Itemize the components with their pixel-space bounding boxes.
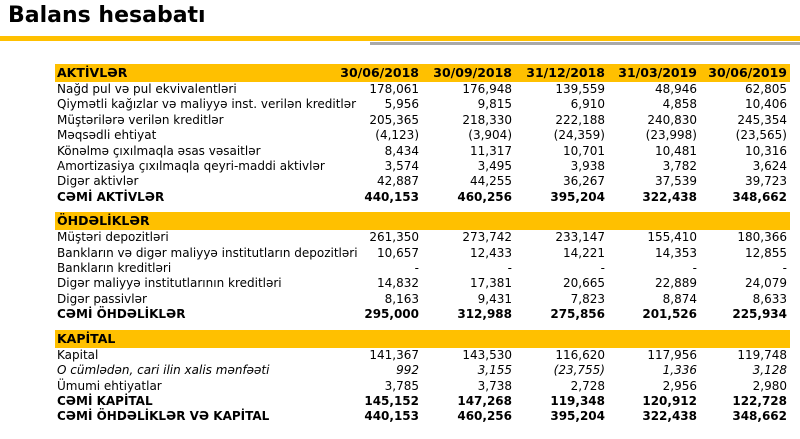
- cell-value: 3,495: [477, 159, 512, 174]
- cell-value: 37,539: [655, 174, 697, 189]
- table-row: [55, 292, 790, 307]
- cell-value: 218,330: [462, 112, 512, 127]
- section-header-row: [55, 330, 790, 348]
- row-label: Müştəri depozitləri: [57, 230, 169, 245]
- cell-value: 261,350: [369, 230, 419, 245]
- cell-value: (24,359): [553, 128, 605, 143]
- cell-value: 7,823: [570, 291, 605, 306]
- cell-value: 39,723: [745, 174, 787, 189]
- cell-value: 48,946: [655, 82, 697, 96]
- column-header: 30/06/2018: [329, 64, 422, 82]
- cell-value: 295,000: [364, 307, 419, 322]
- row-label: O cümlədən, cari ilin xalis mənfəəti: [57, 363, 270, 378]
- cell-value: 2,956: [662, 378, 697, 393]
- table-row: [55, 379, 790, 394]
- cell-value: 119,348: [550, 393, 605, 408]
- cell-value: 9,431: [477, 291, 512, 306]
- cell-value: 145,152: [364, 393, 419, 408]
- cell-value: 36,267: [563, 174, 605, 189]
- cell-value: 1,336: [662, 363, 697, 378]
- table-row: [55, 276, 790, 291]
- cell-value: 8,163: [384, 291, 419, 306]
- spacer-cell: [55, 205, 790, 212]
- table-row: [55, 394, 790, 409]
- row-label: CƏMİ KAPİTAL: [57, 393, 153, 408]
- row-label: Digər aktivlər: [57, 174, 139, 189]
- cell-value: 6,910: [570, 97, 605, 112]
- cell-value: 117,956: [647, 347, 697, 362]
- cell-value: 12,855: [745, 245, 787, 260]
- cell-value: 9,815: [477, 97, 512, 112]
- table-row: [55, 190, 790, 205]
- cell-value: 2,728: [570, 378, 605, 393]
- table-row: [55, 307, 790, 322]
- row-label: Nağd pul və pul ekvivalentləri: [57, 82, 237, 96]
- balance-sheet-report: [55, 64, 790, 425]
- cell-value: (23,998): [645, 128, 697, 143]
- cell-value: 240,830: [647, 112, 697, 127]
- cell-value: 120,912: [642, 393, 697, 408]
- cell-value: 5,956: [384, 97, 419, 112]
- page-title: Balans hesabatı: [8, 3, 206, 28]
- cell-value: 141,367: [369, 347, 419, 362]
- row-label: Məqsədli ehtiyat: [57, 128, 157, 143]
- spacer-cell: [55, 323, 790, 330]
- cell-value: 14,832: [377, 276, 419, 291]
- cell-value: 3,738: [477, 378, 512, 393]
- cell-value: 10,481: [655, 143, 697, 158]
- table-row: [55, 128, 790, 143]
- cell-value: 2,980: [752, 378, 787, 393]
- cell-value: 14,353: [655, 245, 697, 260]
- cell-value: 245,354: [737, 112, 787, 127]
- cell-value: 62,805: [745, 82, 787, 96]
- accent-divider-bar: [0, 36, 800, 41]
- cell-value: 8,633: [752, 291, 787, 306]
- section-header-row: [55, 64, 790, 82]
- cell-value: 312,988: [457, 307, 512, 322]
- cell-value: 8,874: [662, 291, 697, 306]
- cell-value: -: [782, 261, 787, 276]
- section-spacer: [55, 323, 790, 330]
- row-label: Digər maliyyə institutlarının kreditləri: [57, 276, 282, 291]
- table-row: [55, 159, 790, 174]
- cell-value: 147,268: [457, 393, 512, 408]
- gray-divider-bar: [370, 42, 800, 45]
- table-row: [55, 348, 790, 363]
- cell-value: 119,748: [737, 347, 787, 362]
- cell-value: 180,366: [737, 230, 787, 245]
- row-label: Digər passivlər: [57, 291, 147, 306]
- cell-value: -: [600, 261, 605, 276]
- table-row: [55, 230, 790, 245]
- row-label: Amortizasiya çıxılmaqla qeyri-maddi aktivlər: [57, 159, 325, 174]
- cell-value: 143,530: [462, 347, 512, 362]
- table-row: [55, 82, 790, 97]
- column-header: 31/12/2018: [515, 64, 608, 82]
- cell-value: 116,620: [555, 347, 605, 362]
- cell-value: 225,934: [732, 307, 787, 322]
- cell-value: 3,624: [752, 159, 787, 174]
- table-row: [55, 144, 790, 159]
- cell-value: 460,256: [457, 409, 512, 424]
- cell-value: -: [507, 261, 512, 276]
- table-row: [55, 246, 790, 261]
- cell-value: 992: [396, 363, 419, 378]
- cell-value: 3,938: [570, 159, 605, 174]
- cell-value: 139,559: [555, 82, 605, 96]
- table-row: [55, 174, 790, 189]
- cell-value: 3,574: [384, 159, 419, 174]
- section-spacer: [55, 205, 790, 212]
- row-label: Ümumi ehtiyatlar: [57, 378, 162, 393]
- section-title: KAPİTAL: [55, 330, 790, 348]
- cell-value: 44,255: [470, 174, 512, 189]
- table-row: [55, 363, 790, 378]
- cell-value: 275,856: [550, 307, 605, 322]
- row-label: Qiymətli kağızlar və maliyyə inst. verilən kreditlər: [57, 97, 357, 112]
- cell-value: 14,221: [563, 245, 605, 260]
- cell-value: 178,061: [369, 82, 419, 96]
- cell-value: 395,204: [550, 189, 605, 204]
- row-label: Bankların və digər maliyyə institutların depozitləri: [57, 245, 358, 260]
- table-row: [55, 97, 790, 112]
- row-label: Müştərilərə verilən kreditlər: [57, 112, 224, 127]
- column-header: 31/03/2019: [608, 64, 700, 82]
- cell-value: 10,316: [745, 143, 787, 158]
- row-label: CƏMİ ÖHDƏLİKLƏR VƏ KAPİTAL: [57, 409, 270, 424]
- balance-table-body: [55, 64, 790, 425]
- cell-value: 22,889: [655, 276, 697, 291]
- table-row: [55, 261, 790, 276]
- cell-value: (23,755): [553, 363, 605, 378]
- section-title: AKTİVLƏR: [55, 64, 329, 82]
- cell-value: -: [692, 261, 697, 276]
- cell-value: -: [414, 261, 419, 276]
- cell-value: 460,256: [457, 189, 512, 204]
- cell-value: 24,079: [745, 276, 787, 291]
- cell-value: 348,662: [732, 409, 787, 424]
- cell-value: 3,155: [477, 363, 512, 378]
- row-label: Kapital: [57, 347, 99, 362]
- row-label: Bankların kreditləri: [57, 261, 172, 276]
- cell-value: 17,381: [470, 276, 512, 291]
- table-row: [55, 113, 790, 128]
- row-label: CƏMİ AKTİVLƏR: [57, 189, 165, 204]
- cell-value: 122,728: [732, 393, 787, 408]
- cell-value: (3,904): [468, 128, 512, 143]
- cell-value: 348,662: [732, 189, 787, 204]
- cell-value: 10,701: [563, 143, 605, 158]
- cell-value: 440,153: [364, 409, 419, 424]
- cell-value: 3,782: [662, 159, 697, 174]
- section-title: ÖHDƏLİKLƏR: [55, 212, 790, 230]
- balance-table: [55, 64, 790, 425]
- cell-value: 3,128: [752, 363, 787, 378]
- section-header-row: [55, 212, 790, 230]
- cell-value: 176,948: [462, 82, 512, 96]
- cell-value: 20,665: [563, 276, 605, 291]
- cell-value: (23,565): [735, 128, 787, 143]
- cell-value: 440,153: [364, 189, 419, 204]
- row-label: CƏMİ ÖHDƏLİKLƏR: [57, 307, 186, 322]
- cell-value: 233,147: [555, 230, 605, 245]
- column-header: 30/09/2018: [422, 64, 515, 82]
- cell-value: 201,526: [642, 307, 697, 322]
- cell-value: 222,188: [555, 112, 605, 127]
- cell-value: 12,433: [470, 245, 512, 260]
- cell-value: 10,657: [377, 245, 419, 260]
- cell-value: 4,858: [662, 97, 697, 112]
- cell-value: 155,410: [647, 230, 697, 245]
- cell-value: 205,365: [369, 112, 419, 127]
- cell-value: 10,406: [745, 97, 787, 112]
- cell-value: 273,742: [462, 230, 512, 245]
- row-label: Könəlmə çıxılmaqla əsas vəsaitlər: [57, 143, 261, 158]
- table-row: [55, 409, 790, 424]
- cell-value: 322,438: [642, 409, 697, 424]
- cell-value: (4,123): [375, 128, 419, 143]
- cell-value: 395,204: [550, 409, 605, 424]
- cell-value: 8,434: [384, 143, 419, 158]
- cell-value: 322,438: [642, 189, 697, 204]
- cell-value: 3,785: [384, 378, 419, 393]
- cell-value: 42,887: [377, 174, 419, 189]
- column-header: 30/06/2019: [700, 64, 790, 82]
- cell-value: 11,317: [470, 143, 512, 158]
